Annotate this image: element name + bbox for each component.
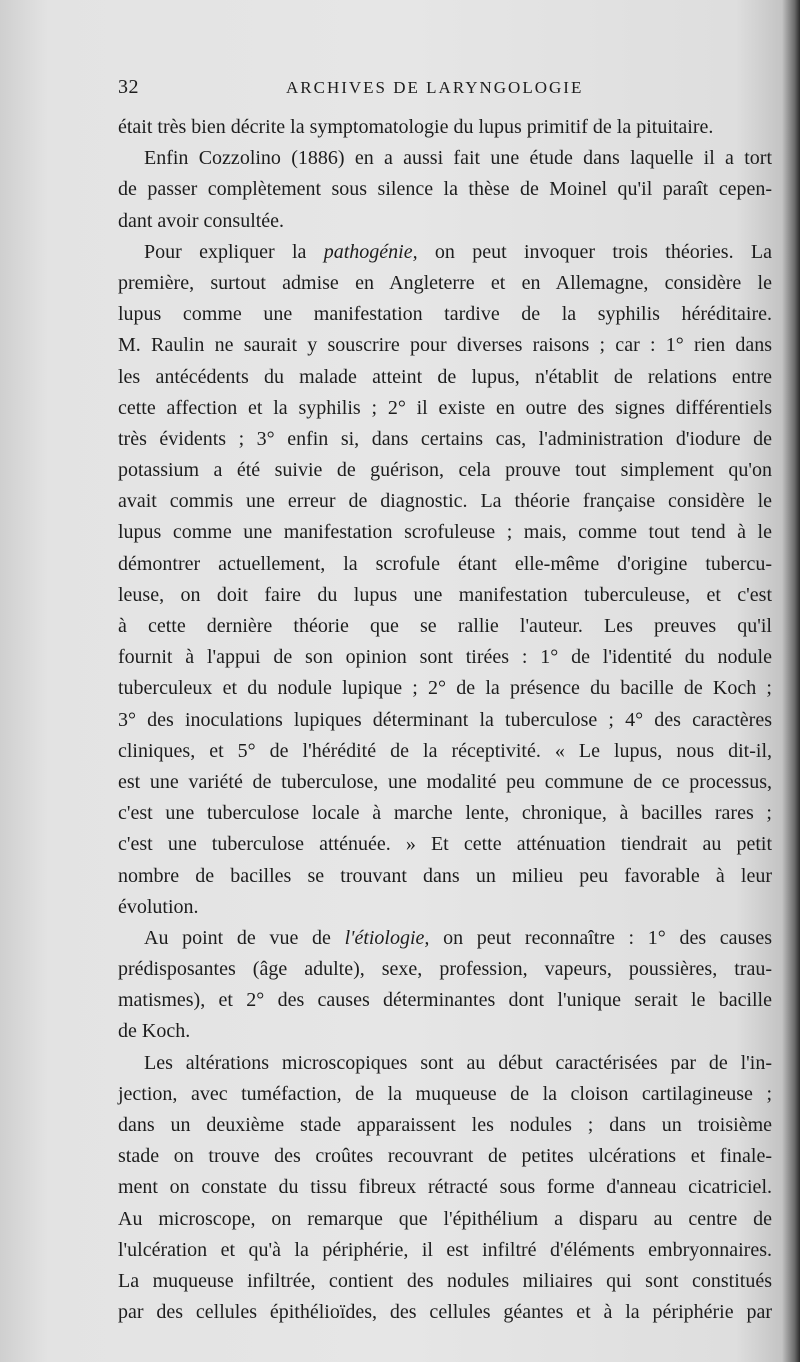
text-line: Au microscope, on remarque que l'épithélium a disparu au centre de — [118, 1207, 772, 1230]
text-line: cette affection et la syphilis ; 2° il existe en outre des signes différentiels — [118, 396, 772, 419]
text-line: potassium a été suivie de guérison, cela prouve tout simplement qu'on — [118, 459, 772, 482]
text-segment: on peut reconnaître : 1° des causes — [429, 926, 773, 949]
text-line: les antécédents du malade atteint de lupus, n'établit de relations entre — [118, 365, 772, 388]
emphasized-term: l'étiologie, — [344, 926, 430, 949]
text-line: de passer complètement sous silence la thèse de Moinel qu'il paraît cepen- — [118, 178, 772, 201]
text-line: dans un deuxième stade apparaissent les nodules ; dans un troisième — [118, 1114, 772, 1136]
emphasized-term: pathogénie, — [323, 240, 418, 263]
text-segment: Pour expliquer la — [144, 240, 324, 263]
text-line: démontrer actuellement, la scrofule étant elle-même d'origine tubercu- — [118, 552, 772, 575]
text-line: nombre de bacilles se trouvant dans un milieu peu favorable à leur — [118, 864, 772, 887]
text-line: évolution. — [118, 895, 199, 918]
text-line: lupus comme une manifestation tardive de la syphilis héréditaire. — [118, 303, 772, 326]
text-line: dant avoir consultée. — [118, 209, 285, 232]
body-text — [118, 112, 772, 1328]
text-line: Les altérations microscopiques sont au début caractérisées par de l'in- — [144, 1051, 772, 1074]
text-line: de Koch. — [118, 1020, 191, 1043]
text-line: très évidents ; 3° enfin si, dans certains cas, l'administration d'iodure de — [118, 427, 772, 450]
text-line: tuberculeux et du nodule lupique ; 2° de la présence du bacille de Koch ; — [118, 677, 772, 700]
text-line: avait commis une erreur de diagnostic. La théorie française considère le — [118, 490, 772, 513]
text-line: stade on trouve des croûtes recouvrant de petites ulcérations et finale- — [118, 1145, 772, 1168]
text-line: par des cellules épithélioïdes, des cellules géantes et à la périphérie par — [118, 1301, 772, 1324]
text-line: c'est une tuberculose locale à marche lente, chronique, à bacilles rares ; — [118, 802, 772, 825]
text-line: cliniques, et 5° de l'hérédité de la réceptivité. « Le lupus, nous dit-il, — [118, 739, 772, 762]
text-line — [118, 237, 772, 268]
text-line: jection, avec tuméfaction, de la muqueuse de la cloison cartilagineuse ; — [118, 1082, 772, 1105]
text-line: fournit à l'appui de son opinion sont tirées : 1° de l'identité du nodule — [118, 646, 772, 669]
running-head — [118, 76, 773, 104]
text-line: première, surtout admise en Angleterre et en Allemagne, considère le — [118, 271, 772, 294]
journal-title: ARCHIVES DE LARYNGOLOGIE — [286, 78, 584, 97]
text-line: matismes), et 2° des causes déterminantes dont l'unique serait le bacille — [118, 989, 772, 1012]
text-line — [118, 923, 772, 954]
text-line: lupus comme une manifestation scrofuleuse ; mais, comme tout tend à le — [118, 521, 772, 544]
text-line: prédisposantes (âge adulte), sexe, profession, vapeurs, poussières, trau- — [118, 958, 772, 981]
text-line: ment on constate du tissu fibreux rétracté sous forme d'anneau cicatriciel. — [118, 1176, 772, 1199]
text-segment: on peut invoquer trois théories. La — [417, 240, 772, 263]
text-line: 3° des inoculations lupiques déterminant la tuberculose ; 4° des caractères — [118, 708, 772, 731]
text-segment: Au point de vue de — [144, 926, 345, 949]
text-line: à cette dernière théorie que se rallie l'auteur. Les preuves qu'il — [118, 615, 772, 637]
text-line: est une variété de tuberculose, une modalité peu commune de ce processus, — [118, 770, 772, 793]
text-line: l'ulcération et qu'à la périphérie, il est infiltré d'éléments embryonnaires. — [118, 1238, 772, 1261]
text-line: M. Raulin ne saurait y souscrire pour diverses raisons ; car : 1° rien dans — [118, 334, 772, 357]
text-line: La muqueuse infiltrée, contient des nodules miliaires qui sont constitués — [118, 1269, 772, 1292]
text-line: leuse, on doit faire du lupus une manifestation tuberculeuse, et c'est — [118, 583, 772, 606]
page-number: 32 — [118, 76, 139, 98]
text-line: Enfin Cozzolino (1886) en a aussi fait une étude dans laquelle il a tort — [144, 147, 772, 170]
page-binding-edge — [782, 0, 800, 1362]
text-line: était très bien décrite la symptomatologie du lupus primitif de la pituitaire. — [118, 116, 714, 138]
text-line: c'est une tuberculose atténuée. » Et cette atténuation tiendrait au petit — [118, 833, 772, 856]
